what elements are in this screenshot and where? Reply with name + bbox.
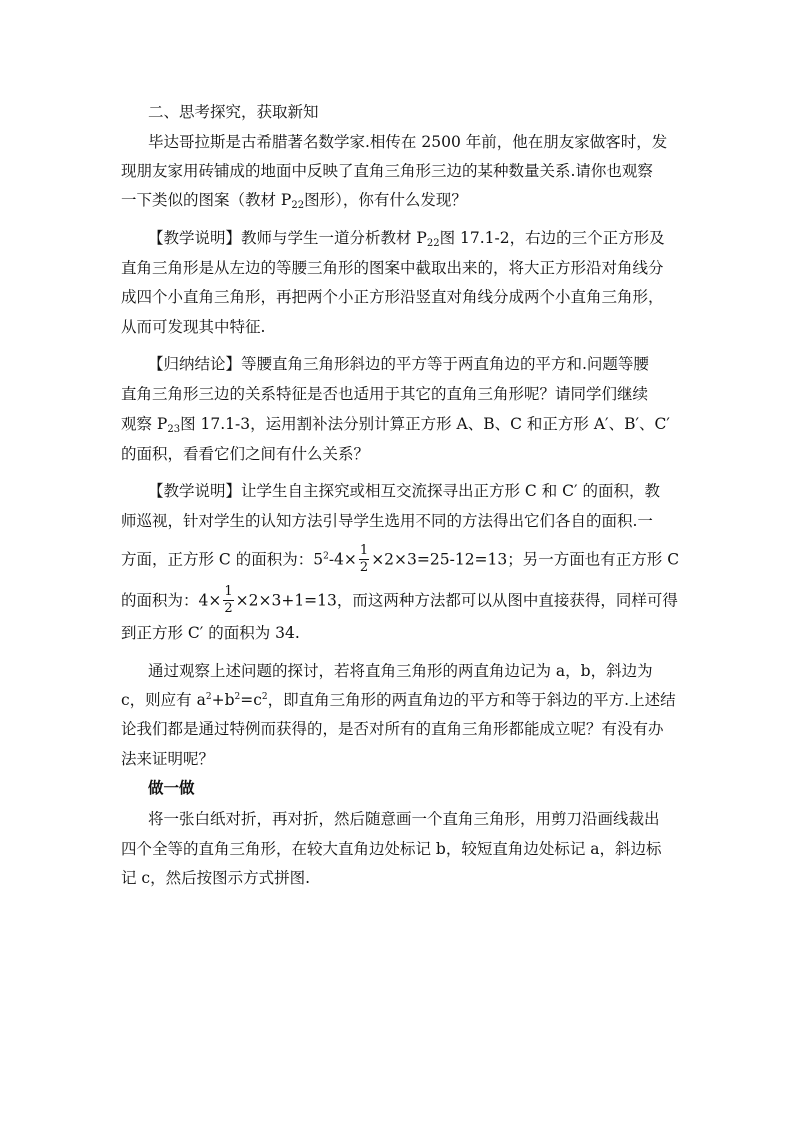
paragraph-4-line-1: 【教学说明】让学生自主探究或相互交流探寻出正方形 C 和 C′ 的面积，教 <box>148 482 660 500</box>
fraction-one-half: $\frac{1}{2}$ <box>359 543 369 575</box>
paragraph-5-line-4: 法来证明呢？ <box>121 750 215 768</box>
paragraph-4-line-2: 师巡视，针对学生的认知方法引导学生选用不同的方法得出它们各自的面积.一 <box>121 512 653 530</box>
paragraph-6-line-1: 将一张白纸对折，再对折，然后随意画一个直角三角形，用剪刀沿画线裁出 <box>148 810 660 828</box>
section-heading: 二、思考探究，获取新知 <box>148 103 319 121</box>
paragraph-4-line-3: 方面，正方形 C 的面积为：$5^2-4\times$ $\frac{1}{2}$ ×2×3=25-12=13；另一方面也有正方形 C <box>121 543 680 575</box>
paragraph-1-line-2: 现朋友家用砖铺成的地面中反映了直角三角形三边的某种数量关系.请你也观察 <box>121 162 653 180</box>
paragraph-5-line-2: c，则应有 $a^2+b^2=c^2$，即直角三角形的两直角边的平方和等于斜边的平方.上述结 <box>121 691 676 709</box>
paragraph-3-line-4: 的面积，看看它们之间有什么关系？ <box>121 445 370 463</box>
paragraph-3-line-1: 【归纳结论】等腰直角三角形斜边的平方等于两直角边的平方和.问题等腰 <box>148 355 649 373</box>
paragraph-3-line-2: 直角三角形三边的关系特征是否也适用于其它的直角三角形呢？请同学们继续 <box>121 385 649 403</box>
paragraph-2-line-2: 直角三角形是从左边的等腰三角形的图案中截取出来的，将大正方形沿对角线分 <box>121 259 664 277</box>
subsection-heading: 做一做 <box>148 778 195 797</box>
paragraph-2-line-4: 从而可发现其中特征. <box>121 318 266 336</box>
paragraph-6-line-3: 记 c，然后按图示方式拼图. <box>121 869 311 887</box>
paragraph-2-line-1: 【教学说明】教师与学生一道分析教材 $P_{22}$图 17.1-2，右边的三个正方形及 <box>148 229 665 249</box>
paragraph-6-line-2: 四个全等的直角三角形，在较大直角边处标记 b，较短直角边处标记 a，斜边标 <box>121 840 662 858</box>
paragraph-5-line-1: 通过观察上述问题的探讨，若将直角三角形的两直角边记为 a，b，斜边为 <box>148 662 653 680</box>
fraction-one-half: $\frac{1}{2}$ <box>224 584 233 616</box>
paragraph-4-line-5: 到正方形 C′ 的面积为 34. <box>121 624 300 642</box>
paragraph-2-line-3: 成四个小直角三角形，再把两个小正方形沿竖直对角线分成两个小直角三角形， <box>121 288 664 306</box>
paragraph-5-line-3: 论我们都是通过特例而获得的，是否对所有的直角三角形都能成立呢？有没有办 <box>121 720 664 738</box>
paragraph-1-line-1: 毕达哥拉斯是古希腊著名数学家.相传在 2500 年前，他在朋友家做客时，发 <box>148 133 668 151</box>
paragraph-4-line-4: 的面积为：4× $\frac{1}{2}$ ×2×3+1=13，而这两种方法都可以从图中直接获得，同样可得 <box>121 584 678 616</box>
paragraph-3-line-3: 观察 $P_{23}$图 17.1-3，运用割补法分别计算正方形 A、B、C 和正方形 A′、B′、C′ <box>121 415 670 435</box>
paragraph-1-line-3: 一下类似的图案（教材 $P_{22}$图形），你有什么发现？ <box>121 191 467 211</box>
